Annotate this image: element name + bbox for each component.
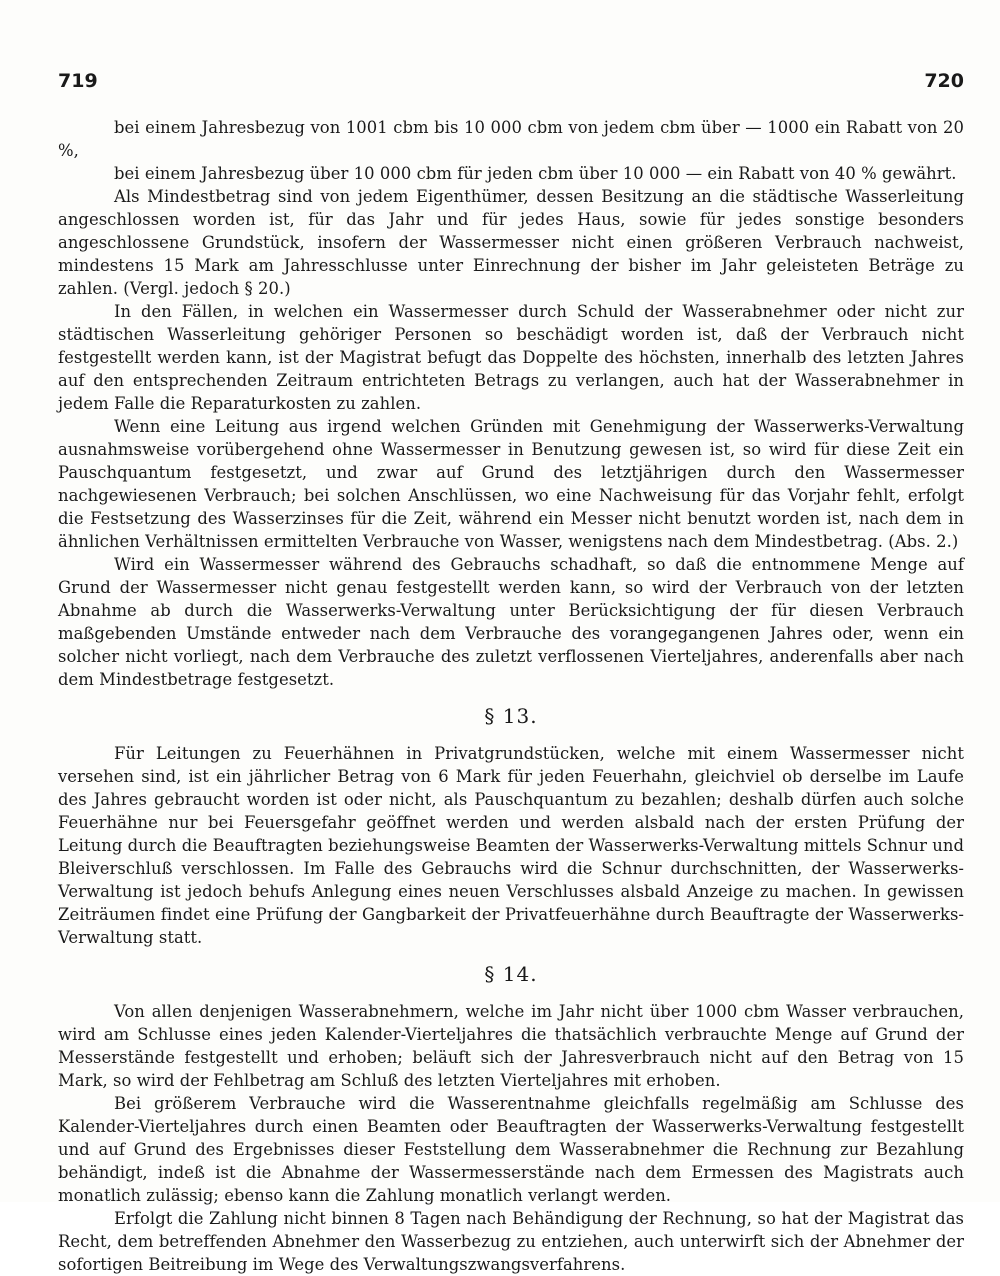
section-14-paragraph: Von allen denjenigen Wasserabnehmern, welche im Jahr nicht über 1000 cbm Wasser verbrauchen, wird am Schlusse eines jeden Kalender-Vierteljahres die thatsächlich verbrauchte Menge auf Grund der Messerstände festgestellt und erhoben; beläuft sich der Jahresverbrauch nicht auf den Betrag von 15 Mark, so wird der Fehlbetrag am Schluß des letzten Vierteljahres mit erhoben.	[58, 1002, 964, 1090]
paragraph-mindestbetrag: Als Mindestbetrag sind von jedem Eigenthümer, dessen Besitzung an die städtische Wasserleitung angeschlossen worden ist, für das Jahr und für jedes Haus, sowie für jedes sonstige besonders angeschlossene Grundstück, insofern der Wassermesser nicht einen größeren Verbrauch nachweist, mindestens 15 Mark am Jahresschlusse unter Einrechnung der bisher im Jahr geleisteten Beträge zu zahlen. (Vergl. jedoch § 20.)	[58, 187, 964, 298]
paragraph-beschaedigung: In den Fällen, in welchen ein Wassermesser durch Schuld der Wasserabnehmer oder nicht zur städtischen Wasserleitung gehöriger Personen so beschädigt worden ist, daß der Verbrauch nicht festgestellt werden kann, ist der Magistrat befugt das Doppelte des höchsten, innerhalb des letzten Jahres auf den entsprechenden Zeitraum entrichteten Betrags zu verlangen, auch hat der Wasserabnehmer in jedem Falle die Reparaturkosten zu zahlen.	[58, 302, 964, 413]
section-14-paragraph: Erfolgt die Zahlung nicht binnen 8 Tagen nach Behändigung der Rechnung, so hat der Magistrat das Recht, dem betreffenden Abnehmer den Wasserbezug zu entziehen, auch unterwirft sich der Abnehmer der sofortigen Beitreibung im Wege des Verwaltungszwangsverfahrens.	[58, 1209, 964, 1274]
paragraph-schadhaft: Wird ein Wassermesser während des Gebrauchs schadhaft, so daß die entnommene Menge auf Grund der Wassermesser nicht genau festgestellt werden kann, so wird der Verbrauch von der letzten Abnahme ab durch die Wasserwerks-Verwaltung unter Berücksichtigung der für diesen Verbrauch maßgebenden Umstände entweder nach dem Verbrauche des vorangegangenen Jahres oder, wenn ein solcher nicht vorliegt, nach dem Verbrauche des zuletzt verflossenen Vierteljahres, anderenfalls aber nach dem Mindestbetrage festgesetzt.	[58, 555, 964, 689]
page-number-right: 720	[924, 70, 964, 92]
intro-line-1: bei einem Jahresbezug von 1001 cbm bis 10 000 cbm von jedem cbm über — 1000 ein Rabatt von 20 %,	[58, 118, 964, 160]
intro-line-2: bei einem Jahresbezug über 10 000 cbm für jeden cbm über 10 000 — ein Rabatt von 40 % gewährt.	[114, 164, 957, 183]
page-number-left: 719	[58, 70, 98, 92]
paragraph-pauschquantum: Wenn eine Leitung aus irgend welchen Gründen mit Genehmigung der Wasserwerks-Verwaltung ausnahmsweise vorübergehend ohne Wassermesser in Benutzung gewesen ist, so wird für diese Zeit ein Pauschquantum festgesetzt, und zwar auf Grund des letztjährigen durch den Wassermesser nachgewiesenen Verbrauch; bei solchen Anschlüssen, wo eine Nachweisung für das Vorjahr fehlt, erfolgt die Festsetzung des Wasserzinses für die Zeit, während ein Messer nicht benutzt worden ist, nach dem in ähnlichen Verhältnissen ermittelten Verbrauche von Wasser, wenigstens nach dem Mindestbetrag. (Abs. 2.)	[58, 417, 964, 551]
section-13-text: Für Leitungen zu Feuerhähnen in Privatgrundstücken, welche mit einem Wassermesser nicht versehen sind, ist ein jährlicher Betrag von 6 Mark für jeden Feuerhahn, gleichviel ob derselbe im Laufe des Jahres gebraucht worden ist oder nicht, als Pauschquantum zu bezahlen; deshalb dürfen auch solche Feuerhähne nur bei Feuersgefahr geöffnet werden und werden alsbald nach der ersten Prüfung der Leitung durch die Beauftragten beziehungsweise Beamten der Wasserwerks-Verwaltung mittels Schnur und Bleiverschluß verschlossen. Im Falle des Gebrauchs wird die Schnur durchschnitten, der Wasserwerks-Verwaltung ist jedoch behufs Anlegung eines neuen Verschlusses alsbald Anzeige zu machen. In gewissen Zeiträumen findet eine Prüfung der Gangbarkeit der Privatfeuerhähne durch Beauftragte der Wasserwerks-Verwaltung statt.	[58, 744, 964, 947]
section-14-paragraph: Bei größerem Verbrauche wird die Wasserentnahme gleichfalls regelmäßig am Schlusse des Kalender-Vierteljahres durch einen Beamten oder Beauftragten der Wasserwerks-Verwaltung festgestellt und auf Grund des Ergebnisses dieser Feststellung dem Wasserabnehmer die Rechnung zur Bezahlung behändigt, indeß ist die Abnahme der Wassermesserstände nach dem Ermessen des Magistrats auch monatlich zulässig; ebenso kann die Zahlung monatlich verlangt werden.	[58, 1094, 964, 1205]
document-body	[58, 116, 964, 1276]
section-heading-14: § 14.	[484, 962, 538, 986]
section-heading-13: § 13.	[484, 704, 538, 728]
